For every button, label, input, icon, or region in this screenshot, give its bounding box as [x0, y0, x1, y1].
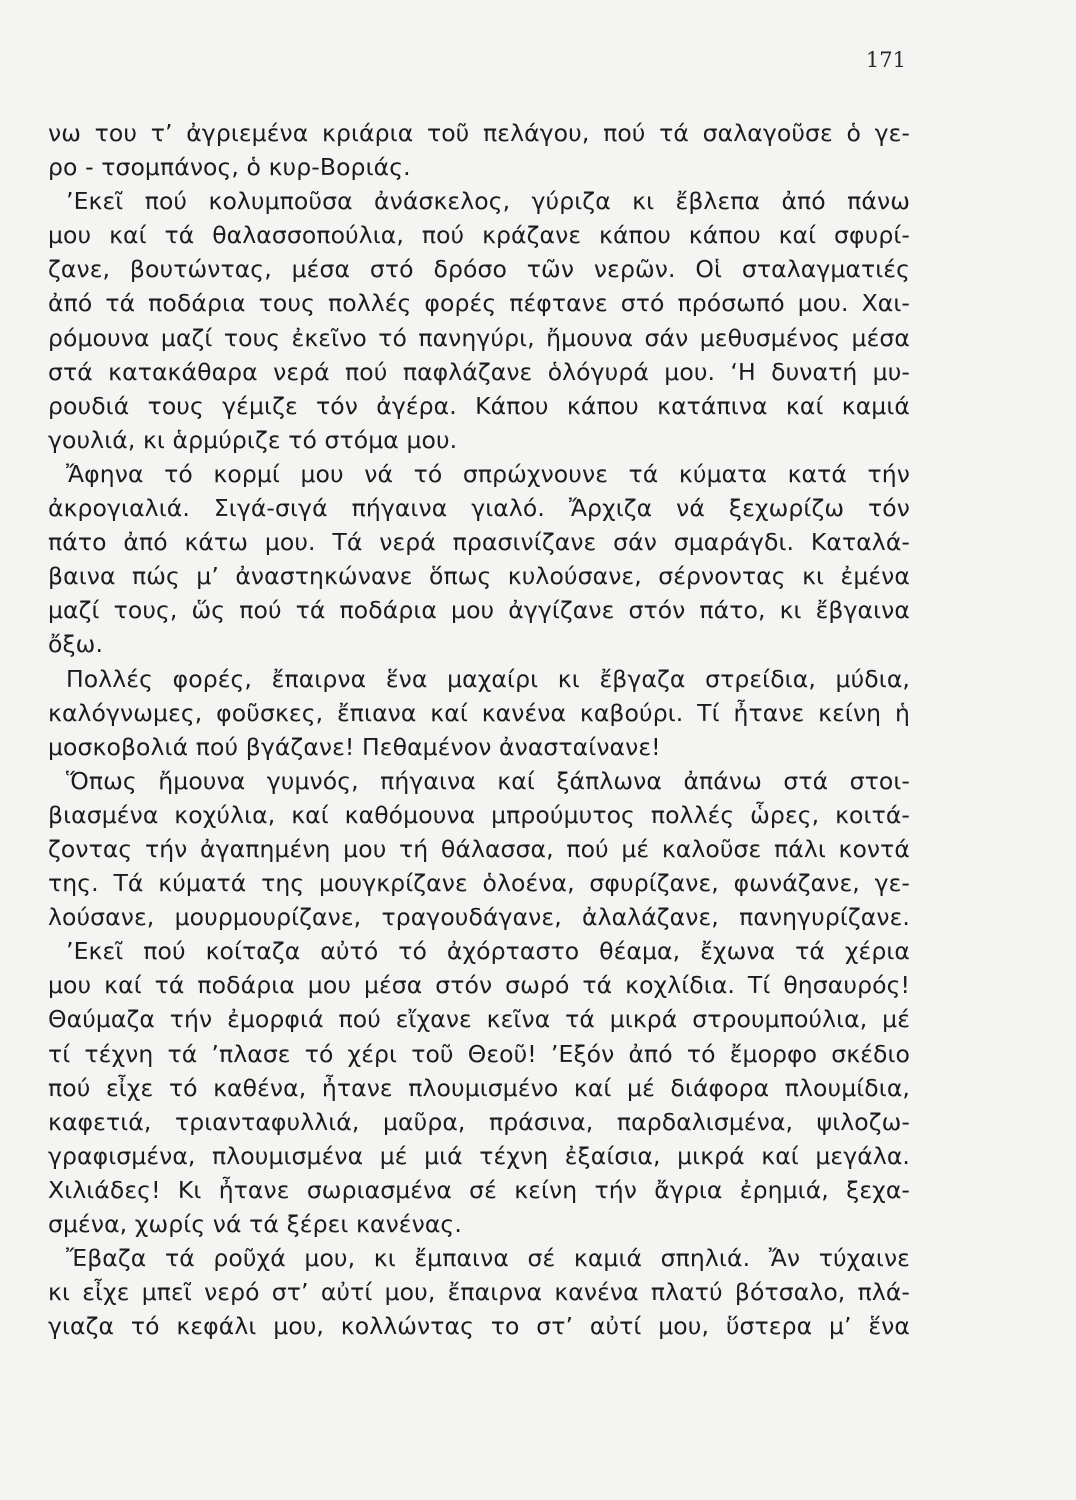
text-line: ’Εκεῖ πού κοίταζα αὐτό τό ἀχόρταστο θέαμα, ἔχωνα τά χέρια [66, 937, 910, 966]
text-line: ’Εκεῖ πού κολυμποῦσα ἀνάσκελος, γύριζα κι ἔβλεπα ἀπό πάνω [66, 187, 910, 216]
text-line: καφετιά, τριανταφυλλιά, μαῦρα, πράσινα, παρδαλισμένα, ψιλοζω- [48, 1107, 910, 1136]
text-line: γουλιά, κι ἁρμύριζε τό στόμα μου. [48, 425, 458, 454]
text-line: μαζί τους, ὥς πού τά ποδάρια μου ἀγγίζανε στόν πάτο, κι ἔβγαινα [48, 596, 910, 625]
text-line: μοσκοβολιά πού βγάζανε! Πεθαμένον ἀνασταίνανε! [48, 732, 661, 761]
text-line: πάτο ἀπό κάτω μου. Τά νερά πρασινίζανε σάν σμαράγδι. Καταλά- [48, 528, 910, 557]
text-line: Θαύμαζα τήν ἐμορφιά πού εἴχανε κεῖνα τά μικρά στρουμπούλια, μέ [48, 1005, 910, 1034]
text-line: γραφισμένα, πλουμισμένα μέ μιά τέχνη ἐξαίσια, μικρά καί μεγάλα. [48, 1141, 910, 1170]
text-line: μου καί τά θαλασσοπούλια, πού κράζανε κάπου κάπου καί σφυρί- [48, 221, 910, 250]
text-line: βαινα πώς μ’ ἀναστηκώνανε ὅπως κυλούσανε, σέρνοντας κι ἐμένα [48, 562, 910, 591]
text-line: ρο - τσομπάνος, ὁ κυρ-Βοριάς. [48, 153, 411, 182]
text-line: ἀκρογιαλιά. Σιγά-σιγά πήγαινα γιαλό. Ἄρχιζα νά ξεχωρίζω τόν [48, 494, 910, 523]
text-line: σμένα, χωρίς νά τά ξέρει κανένας. [48, 1210, 462, 1238]
text-line: πού εἶχε τό καθένα, ἦτανε πλουμισμένο καί μέ διάφορα πλουμίδια, [48, 1073, 910, 1102]
text-line: Ἔβαζα τά ροῦχά μου, κι ἔμπαινα σέ καμιά σπηλιά. Ἄν τύχαινε [66, 1244, 910, 1273]
text-line: ζανε, βουτώντας, μέσα στό δρόσο τῶν νερῶν. Οἱ σταλαγματιές [48, 255, 910, 284]
page-number: 171 [865, 48, 906, 72]
text-body [48, 116, 910, 1343]
text-line: βιασμένα κοχύλια, καί καθόμουνα μπρούμυτος πολλές ὧρες, κοιτά- [48, 800, 910, 829]
text-line: ρόμουνα μαζί τους ἐκεῖνο τό πανηγύρι, ἤμουνα σάν μεθυσμένος μέσα [48, 323, 910, 352]
text-line: τί τέχνη τά ’πλασε τό χέρι τοῦ Θεοῦ! ’Εξόν ἀπό τό ἔμορφο σκέδιο [48, 1039, 910, 1068]
text-line: Ὅπως ἤμουνα γυμνός, πήγαινα καί ξάπλωνα ἀπάνω στά στοι- [66, 766, 910, 795]
text-line: μου καί τά ποδάρια μου μέσα στόν σωρό τά κοχλίδια. Τί θησαυρός! [48, 971, 910, 1000]
text-line: γιαζα τό κεφάλι μου, κολλώντας το στ’ αὐτί μου, ὕστερα μ’ ἕνα [48, 1312, 910, 1341]
text-line: ζοντας τήν ἀγαπημένη μου τή θάλασσα, πού μέ καλοῦσε πάλι κοντά [48, 834, 910, 863]
text-line: της. Τά κύματά της μουγκρίζανε ὁλοένα, σφυρίζανε, φωνάζανε, γε- [48, 869, 910, 898]
text-line: Πολλές φορές, ἔπαιρνα ἕνα μαχαίρι κι ἔβγαζα στρείδια, μύδια, [66, 664, 910, 693]
text-line: κι εἶχε μπεῖ νερό στ’ αὐτί μου, ἔπαιρνα κανένα πλατύ βότσαλο, πλά- [48, 1278, 910, 1307]
text-line: Χιλιάδες! Κι ἦτανε σωριασμένα σέ κείνη τήν ἄγρια ἐρημιά, ξεχα- [48, 1175, 910, 1204]
text-line: νω του τ’ ἀγριεμένα κριάρια τοῦ πελάγου, πού τά σαλαγοῦσε ὁ γε- [48, 119, 910, 147]
text-line: ρουδιά τους γέμιζε τόν ἀγέρα. Κάπου κάπου κατάπινα καί καμιά [48, 391, 910, 420]
text-line: ὄξω. [48, 630, 104, 659]
text-line: καλόγνωμες, φοῦσκες, ἔπιανα καί κανένα καβούρι. Τί ἦτανε κείνη ἡ [48, 698, 910, 727]
text-line: Ἄφηνα τό κορμί μου νά τό σπρώχνουνε τά κύματα κατά τήν [66, 459, 910, 488]
text-line: λούσανε, μουρμουρίζανε, τραγουδάγανε, ἀλαλάζανε, πανηγυρίζανε. [48, 903, 910, 932]
text-line: ἀπό τά ποδάρια τους πολλές φορές πέφτανε στό πρόσωπό μου. Χαι- [48, 289, 910, 318]
text-line: στά κατακάθαρα νερά πού παφλάζανε ὁλόγυρά μου. ‘Η δυνατή μυ- [48, 357, 910, 386]
